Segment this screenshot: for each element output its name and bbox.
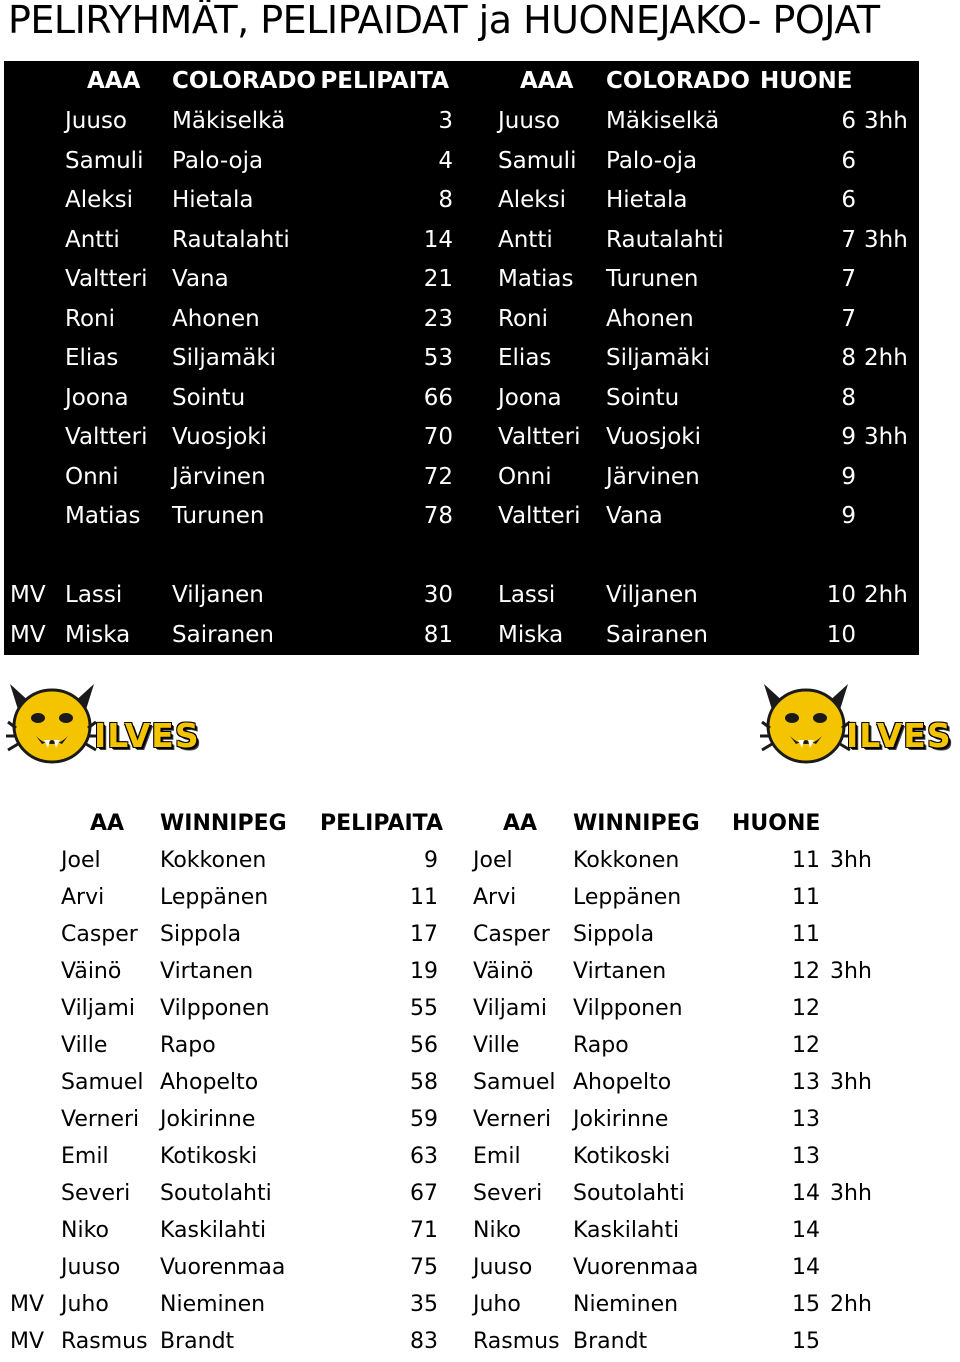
room-last-name: Kotikoski	[573, 1144, 671, 1169]
room-first-name: Antti	[498, 227, 553, 253]
room-last-name: Brandt	[573, 1329, 648, 1354]
header-team: AAA	[520, 68, 574, 94]
room-size: 3hh	[864, 108, 908, 134]
room-first-name: Samuel	[473, 1070, 556, 1095]
room-first-name: Ville	[473, 1033, 520, 1058]
player-last-name: Soutolahti	[160, 1181, 272, 1206]
room-first-name: Väinö	[473, 959, 534, 984]
player-first-name: Joona	[65, 385, 129, 411]
room-first-name: Samuli	[498, 148, 577, 174]
shirt-number: 59	[410, 1107, 438, 1132]
room-last-name: Jokirinne	[573, 1107, 669, 1132]
player-last-name: Ahonen	[172, 306, 260, 332]
player-last-name: Hietala	[172, 187, 254, 213]
page-title: PELIRYHMÄT, PELIPAIDAT ja HUONEJAKO- POJAT	[8, 0, 880, 42]
ilves-wordmark: ILVES	[846, 716, 952, 755]
room-last-name: Vuosjoki	[606, 424, 701, 450]
room-number: 10	[826, 582, 856, 608]
header-city: COLORADO	[606, 68, 750, 94]
header-team: AA	[90, 811, 125, 836]
player-first-name: Niko	[61, 1218, 109, 1243]
room-last-name: Kokkonen	[573, 848, 680, 873]
player-first-name: Juho	[61, 1292, 109, 1317]
room-number: 11	[792, 885, 820, 910]
player-last-name: Turunen	[172, 503, 265, 529]
player-first-name: Viljami	[61, 996, 135, 1021]
room-first-name: Viljami	[473, 996, 547, 1021]
header-team: AA	[503, 811, 538, 836]
room-last-name: Soutolahti	[573, 1181, 685, 1206]
room-last-name: Viljanen	[606, 582, 698, 608]
room-number: 12	[792, 959, 820, 984]
shirt-number: 81	[423, 622, 453, 648]
room-number: 12	[792, 1033, 820, 1058]
player-last-name: Viljanen	[172, 582, 264, 608]
player-first-name: Severi	[61, 1181, 131, 1206]
room-last-name: Sippola	[573, 922, 655, 947]
player-last-name: Virtanen	[160, 959, 254, 984]
shirt-number: 23	[423, 306, 453, 332]
room-last-name: Vilpponen	[573, 996, 683, 1021]
player-first-name: Aleksi	[65, 187, 133, 213]
header-room: HUONE	[760, 68, 853, 94]
player-last-name: Nieminen	[160, 1292, 266, 1317]
goalie-marker: MV	[10, 1329, 45, 1354]
room-number: 6	[841, 187, 856, 213]
room-size: 3hh	[864, 227, 908, 253]
player-last-name: Mäkiselkä	[172, 108, 286, 134]
player-last-name: Ahopelto	[160, 1070, 259, 1095]
room-size: 3hh	[830, 848, 872, 873]
shirt-number: 35	[410, 1292, 438, 1317]
player-last-name: Kokkonen	[160, 848, 267, 873]
room-first-name: Casper	[473, 922, 550, 947]
lynx-head-icon	[760, 678, 852, 766]
goalie-marker: MV	[10, 1292, 45, 1317]
player-last-name: Leppänen	[160, 885, 269, 910]
player-last-name: Sippola	[160, 922, 242, 947]
room-last-name: Vuorenmaa	[573, 1255, 699, 1280]
room-number: 15	[792, 1292, 820, 1317]
player-last-name: Jokirinne	[160, 1107, 256, 1132]
shirt-number: 66	[423, 385, 453, 411]
shirt-number: 17	[410, 922, 438, 947]
player-last-name: Vuorenmaa	[160, 1255, 286, 1280]
player-last-name: Sointu	[172, 385, 246, 411]
room-size: 3hh	[830, 1181, 872, 1206]
room-last-name: Rapo	[573, 1033, 629, 1058]
player-last-name: Sairanen	[172, 622, 274, 648]
room-number: 7	[841, 227, 856, 253]
room-size: 3hh	[830, 959, 872, 984]
room-first-name: Joona	[498, 385, 562, 411]
ilves-logo-right	[760, 678, 960, 768]
room-first-name: Elias	[498, 345, 552, 371]
room-last-name: Turunen	[606, 266, 699, 292]
player-first-name: Onni	[65, 464, 119, 490]
goalie-marker: MV	[10, 622, 46, 648]
player-last-name: Vilpponen	[160, 996, 270, 1021]
room-first-name: Niko	[473, 1218, 521, 1243]
shirt-number: 11	[410, 885, 438, 910]
room-first-name: Miska	[498, 622, 564, 648]
shirt-number: 30	[423, 582, 453, 608]
room-first-name: Aleksi	[498, 187, 566, 213]
player-first-name: Arvi	[61, 885, 105, 910]
room-first-name: Juuso	[498, 108, 560, 134]
room-last-name: Vana	[606, 503, 663, 529]
player-first-name: Valtteri	[65, 266, 148, 292]
player-first-name: Valtteri	[65, 424, 148, 450]
player-first-name: Lassi	[65, 582, 123, 608]
room-last-name: Leppänen	[573, 885, 682, 910]
room-first-name: Verneri	[473, 1107, 552, 1132]
player-first-name: Elias	[65, 345, 119, 371]
room-size: 3hh	[830, 1070, 872, 1095]
shirt-number: 78	[423, 503, 453, 529]
room-last-name: Siljamäki	[606, 345, 711, 371]
room-first-name: Lassi	[498, 582, 556, 608]
room-first-name: Onni	[498, 464, 552, 490]
room-size: 2hh	[864, 582, 908, 608]
shirt-number: 4	[438, 148, 453, 174]
room-last-name: Mäkiselkä	[606, 108, 720, 134]
player-first-name: Samuel	[61, 1070, 144, 1095]
player-first-name: Matias	[65, 503, 141, 529]
shirt-number: 58	[410, 1070, 438, 1095]
player-first-name: Casper	[61, 922, 138, 947]
player-last-name: Vana	[172, 266, 229, 292]
room-first-name: Juuso	[473, 1255, 533, 1280]
room-first-name: Severi	[473, 1181, 543, 1206]
shirt-number: 3	[438, 108, 453, 134]
room-first-name: Valtteri	[498, 424, 581, 450]
room-number: 9	[841, 503, 856, 529]
shirt-number: 71	[410, 1218, 438, 1243]
player-last-name: Rautalahti	[172, 227, 290, 253]
shirt-number: 70	[423, 424, 453, 450]
room-number: 10	[826, 622, 856, 648]
room-number: 8	[841, 385, 856, 411]
shirt-number: 21	[423, 266, 453, 292]
room-size: 2hh	[864, 345, 908, 371]
room-last-name: Palo-oja	[606, 148, 698, 174]
shirt-number: 83	[410, 1329, 438, 1354]
player-last-name: Vuosjoki	[172, 424, 267, 450]
shirt-number: 72	[423, 464, 453, 490]
room-last-name: Sairanen	[606, 622, 708, 648]
room-last-name: Sointu	[606, 385, 680, 411]
ilves-logo-left	[6, 678, 206, 768]
room-number: 8	[841, 345, 856, 371]
room-size: 2hh	[830, 1292, 872, 1317]
shirt-number: 8	[438, 187, 453, 213]
shirt-number: 56	[410, 1033, 438, 1058]
player-first-name: Väinö	[61, 959, 122, 984]
player-first-name: Verneri	[61, 1107, 140, 1132]
room-first-name: Rasmus	[473, 1329, 560, 1354]
player-first-name: Antti	[65, 227, 120, 253]
player-first-name: Juuso	[65, 108, 127, 134]
shirt-number: 75	[410, 1255, 438, 1280]
player-last-name: Palo-oja	[172, 148, 264, 174]
room-first-name: Arvi	[473, 885, 517, 910]
room-last-name: Ahonen	[606, 306, 694, 332]
room-first-name: Juho	[473, 1292, 521, 1317]
player-last-name: Siljamäki	[172, 345, 277, 371]
player-last-name: Kotikoski	[160, 1144, 258, 1169]
room-first-name: Matias	[498, 266, 574, 292]
room-number: 13	[792, 1070, 820, 1095]
player-first-name: Roni	[65, 306, 115, 332]
shirt-number: 9	[424, 848, 438, 873]
player-last-name: Järvinen	[172, 464, 266, 490]
room-number: 6	[841, 108, 856, 134]
room-number: 12	[792, 996, 820, 1021]
shirt-number: 53	[423, 345, 453, 371]
header-team: AAA	[87, 68, 141, 94]
player-first-name: Rasmus	[61, 1329, 148, 1354]
player-first-name: Ville	[61, 1033, 108, 1058]
room-last-name: Kaskilahti	[573, 1218, 680, 1243]
player-last-name: Brandt	[160, 1329, 235, 1354]
room-size: 3hh	[864, 424, 908, 450]
player-last-name: Rapo	[160, 1033, 216, 1058]
shirt-number: 19	[410, 959, 438, 984]
room-number: 13	[792, 1107, 820, 1132]
room-last-name: Hietala	[606, 187, 688, 213]
room-number: 7	[841, 306, 856, 332]
player-first-name: Juuso	[61, 1255, 121, 1280]
room-first-name: Roni	[498, 306, 548, 332]
lynx-head-icon	[6, 678, 98, 766]
room-first-name: Joel	[473, 848, 513, 873]
room-last-name: Järvinen	[606, 464, 700, 490]
room-last-name: Virtanen	[573, 959, 667, 984]
shirt-number: 63	[410, 1144, 438, 1169]
room-first-name: Emil	[473, 1144, 521, 1169]
room-number: 13	[792, 1144, 820, 1169]
room-number: 11	[792, 922, 820, 947]
player-first-name: Samuli	[65, 148, 144, 174]
room-first-name: Valtteri	[498, 503, 581, 529]
shirt-number: 67	[410, 1181, 438, 1206]
room-number: 14	[792, 1181, 820, 1206]
header-city: WINNIPEG	[573, 811, 700, 836]
room-number: 9	[841, 424, 856, 450]
room-last-name: Nieminen	[573, 1292, 679, 1317]
player-first-name: Emil	[61, 1144, 109, 1169]
room-number: 14	[792, 1255, 820, 1280]
header-room: HUONE	[732, 811, 821, 836]
header-shirt: PELIPAITA	[320, 68, 449, 94]
room-number: 15	[792, 1329, 820, 1354]
room-number: 14	[792, 1218, 820, 1243]
room-last-name: Rautalahti	[606, 227, 724, 253]
header-city: WINNIPEG	[160, 811, 287, 836]
room-number: 7	[841, 266, 856, 292]
player-first-name: Joel	[61, 848, 101, 873]
room-last-name: Ahopelto	[573, 1070, 672, 1095]
room-number: 6	[841, 148, 856, 174]
header-shirt: PELIPAITA	[320, 811, 443, 836]
player-first-name: Miska	[65, 622, 131, 648]
goalie-marker: MV	[10, 582, 46, 608]
room-number: 9	[841, 464, 856, 490]
player-last-name: Kaskilahti	[160, 1218, 267, 1243]
ilves-wordmark: ILVES	[94, 716, 200, 755]
header-city: COLORADO	[172, 68, 316, 94]
room-number: 11	[792, 848, 820, 873]
shirt-number: 14	[423, 227, 453, 253]
shirt-number: 55	[410, 996, 438, 1021]
